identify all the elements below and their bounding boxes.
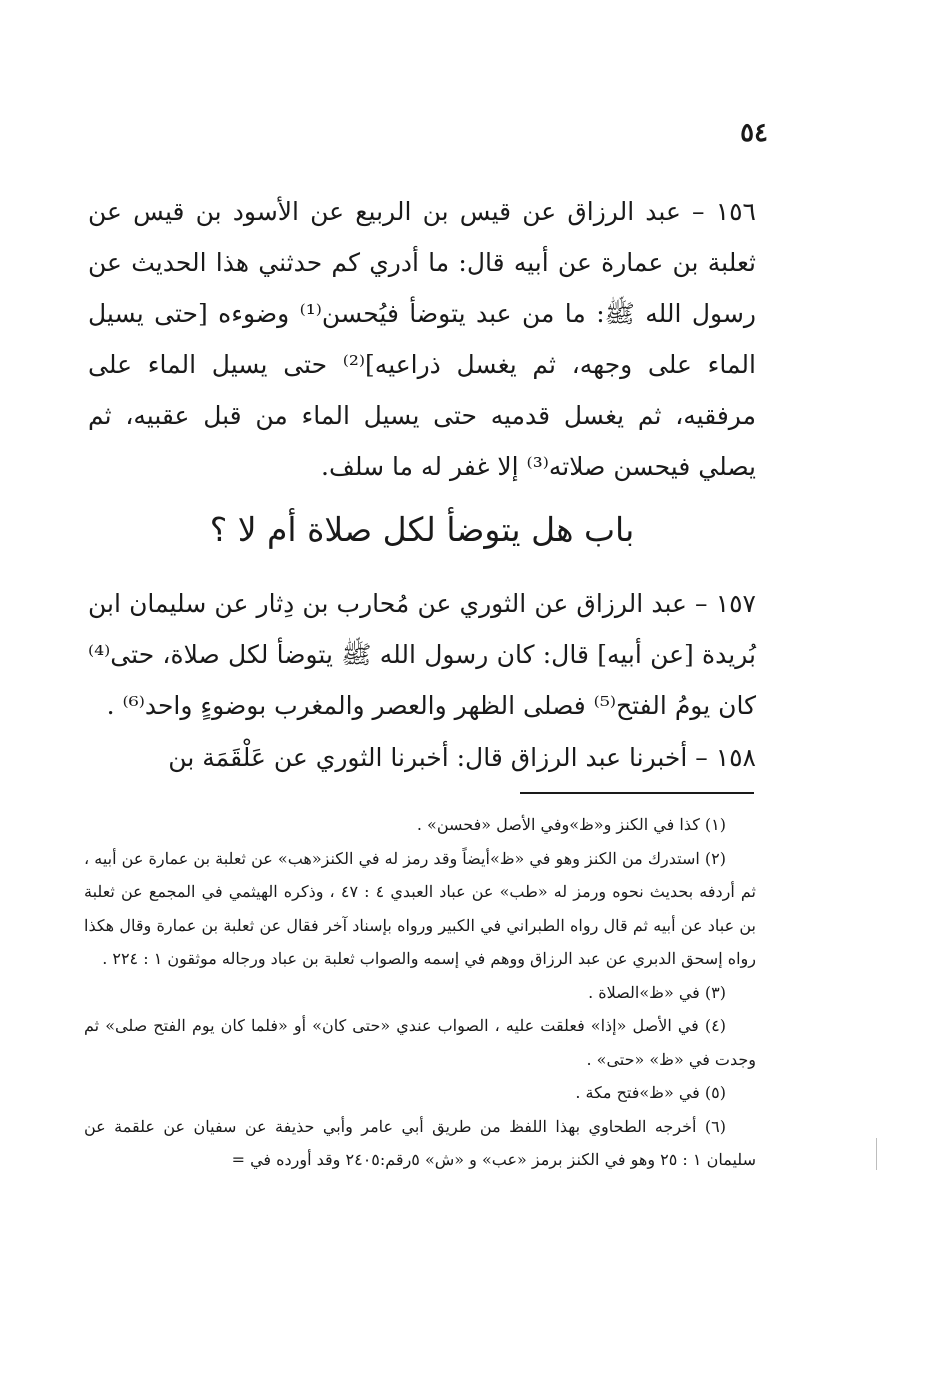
hadith-158-paragraph: ١٥٨ – أخبرنا عبد الرزاق قال: أخبرنا الثوري عن عَلْقَمَة بن [168,743,756,772]
footnote-1: (١) كذا في الكنز و«ظ»وفي الأصل «فحسن» . [416,815,726,834]
footnote-4: (٤) في الأصل «إذا» فعلقت عليه ، الصواب عندي «حتى كان» أو «فلما كان يوم الفتح صلى» ثم وجدت في «ظ» «حتى» . [84,1016,756,1069]
footnote-6: (٦) أخرجه الطحاوي بهذا اللفظ من طريق أبي عامر وأبي حذيفة عن سفيان عن علقمة عن سليمان ١ : ٢٥ وهو في الكنز برمز «عب» و «ش» ٥رقم:٢٤٠٥ وقد أورده في = [84,1116,756,1169]
section-heading: باب هل يتوضأ لكل صلاة أم لا ؟ [209,510,635,549]
footnote-separator [520,792,754,794]
margin-mark [876,1138,877,1170]
footnote-5: (٥) في «ظ»فتح مكة . [575,1083,726,1102]
hadith-157-paragraph: ١٥٧ – عبد الرزاق عن الثوري عن مُحارب بن دِثار عن سليمان ابن بُريدة [عن أبيه] قال: كان رسول الله ﷺ يتوضأ لكل صلاة، حتى⁽⁴⁾ كان يومُ الفتح⁽⁵⁾ فصلى الظهر والعصر والمغرب بوضوءٍ واحد⁽⁶⁾ . [88,589,756,720]
footnotes-section [84,808,756,1177]
hadith-156-paragraph: ١٥٦ – عبد الرزاق عن قيس بن الربيع عن الأسود بن قيس عن ثعلبة بن عمارة عن أبيه قال: ما أدري كم حدثني هذا الحديث عن رسول الله ﷺ: ما من عبد يتوضأ فيُحسن⁽¹⁾ وضوءه [حتى يسيل الماء على وجهه، ثم يغسل ذراعيه]⁽²⁾ حتى يسيل الماء على مرفقيه، ثم يغسل قدميه حتى يسيل الماء من قبل عقبيه، ثم يصلي فيحسن صلاته⁽³⁾ إلا غفر له ما سلف. [88,197,756,481]
footnote-2: (٢) استدرك من الكنز وهو في «ظ»أيضاً وقد رمز له في الكنز«هب» عن ثعلبة بن عمارة عن أبيه ، ثم أردفه بحديث نحوه ورمز له «طب» عن عباد العبدي ٤ : ٤٧ ، وذكره الهيثمي في المجمع عن ثعلبة بن عباد عن أبيه ثم قال رواه الطبراني في الكبير ورواه بإسناد آخر فقال عن ثعلبة بن عمارة وقال هكذا رواه إسحق الدبري عن عبد الرزاق ووهم في إسمه والصواب ثعلبة بن عباد ورجاله موثقون ١ : ٢٢٤ . [84,848,757,968]
footnote-3: (٣) في «ظ»الصلاة . [588,982,726,1002]
page-number: ٥٤ [740,118,768,148]
